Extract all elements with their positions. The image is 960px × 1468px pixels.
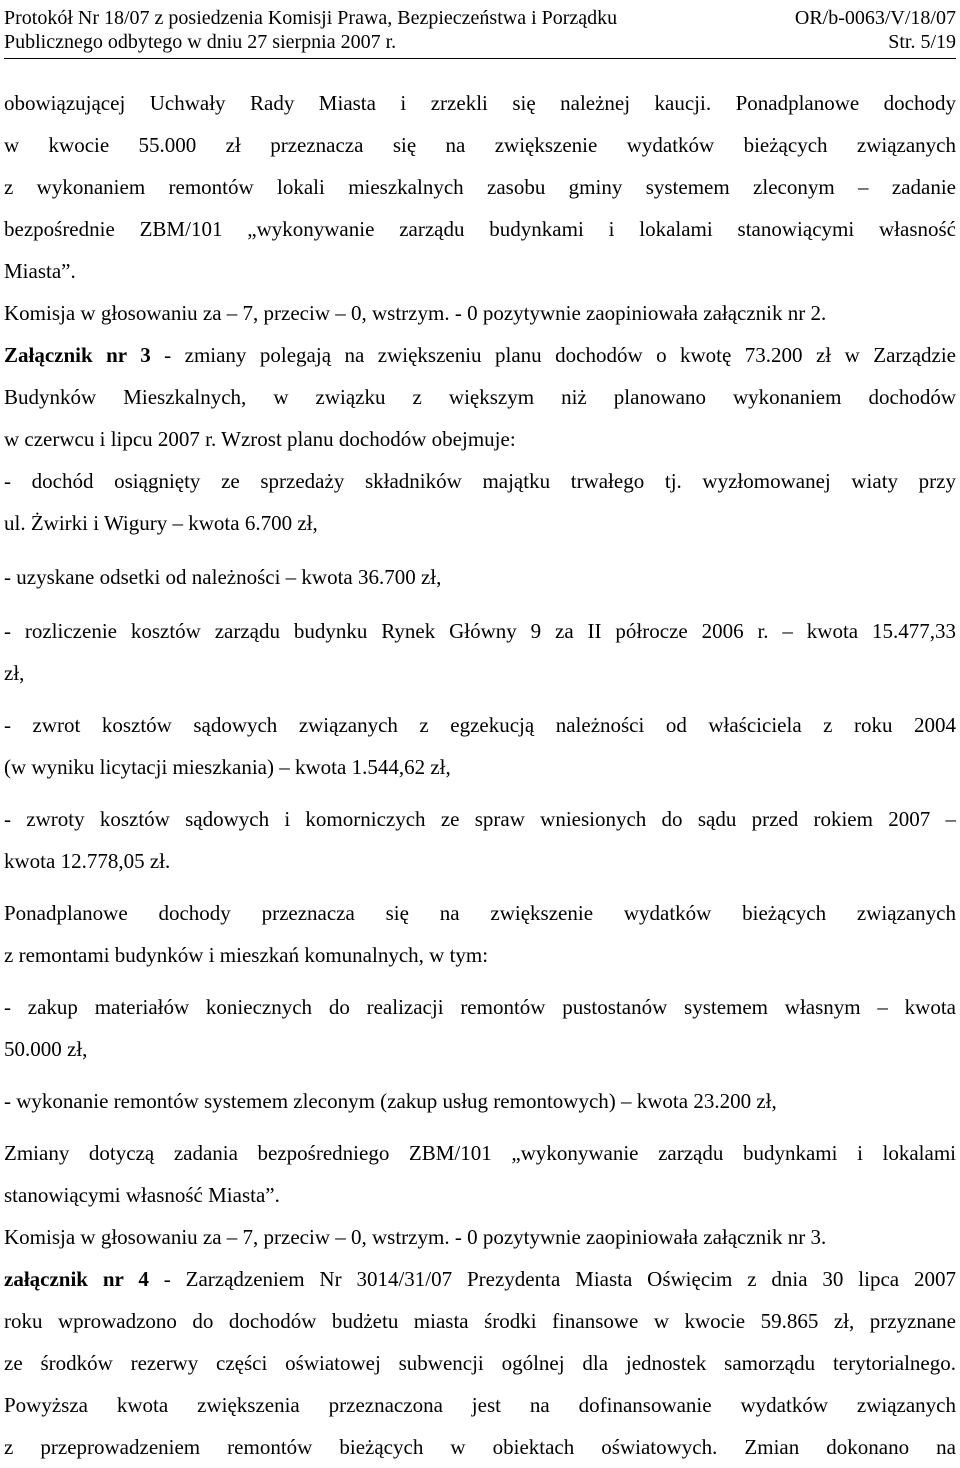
- page-header: [4, 6, 956, 59]
- text-line: Budynków Mieszkalnych, w związku z większym niż planowano wykonaniem dochodów: [4, 385, 956, 409]
- text-line: kwota 12.778,05 zł.: [4, 849, 171, 873]
- annex-3-heading-line: [4, 334, 956, 376]
- text-line: obowiązującej Uchwały Rady Miasta i zrzekli się należnej kaucji. Ponadplanowe dochody: [4, 91, 956, 115]
- list-item: - dochód osiągnięty ze sprzedaży składników majątku trwałego tj. wyzłomowanej wiaty przy: [4, 469, 956, 493]
- text-line: roku wprowadzono do dochodów budżetu miasta środki finansowe w kwocie 59.865 zł, przyznane: [4, 1309, 956, 1333]
- annex-4-label: załącznik nr 4: [4, 1267, 149, 1291]
- header-row-2: [4, 30, 956, 54]
- list-item: - uzyskane odsetki od należności – kwota 36.700 zł,: [4, 565, 442, 589]
- header-doc-ref: OR/b-0063/V/18/07: [794, 7, 956, 29]
- text-line: Ponadplanowe dochody przeznacza się na zwiększenie wydatków bieżących związanych: [4, 901, 956, 925]
- text-line: bezpośrednie ZBM/101 „wykonywanie zarządu budynkami i lokalami stanowiącymi własność: [4, 217, 956, 241]
- text-line: 50.000 zł,: [4, 1037, 88, 1061]
- text-line: ze środków rezerwy części oświatowej subwencji ogólnej dla jednostek samorządu terytorialnego.: [4, 1351, 956, 1375]
- text-line: z wykonaniem remontów lokali mieszkalnych zasobu gminy systemem zleconym – zadanie: [4, 175, 956, 199]
- text-line: Zmiany dotyczą zadania bezpośredniego ZBM/101 „wykonywanie zarządu budynkami i lokalami: [4, 1141, 956, 1165]
- text-line: stanowiącymi własność Miasta”.: [4, 1183, 280, 1207]
- text-line: ul. Żwirki i Wigury – kwota 6.700 zł,: [4, 511, 318, 535]
- annex-3-text: - zmiany polegają na zwiększeniu planu dochodów o kwotę 73.200 zł w Zarządzie: [150, 343, 956, 367]
- header-page-number: Str. 5/19: [888, 31, 956, 53]
- text-line: Komisja w głosowaniu za – 7, przeciw – 0, wstrzym. - 0 pozytywnie zaopiniowała załącznik nr 3.: [4, 1225, 827, 1249]
- text-line: zł,: [4, 661, 25, 685]
- header-row-1: [4, 6, 956, 30]
- document-body: [4, 82, 956, 1468]
- header-title-line2: Publicznego odbytego w dniu 27 sierpnia 2007 r.: [4, 31, 397, 53]
- header-title-line1: Protokół Nr 18/07 z posiedzenia Komisji Prawa, Bezpieczeństwa i Porządku: [4, 7, 618, 29]
- text-line: w czerwcu i lipcu 2007 r. Wzrost planu dochodów obejmuje:: [4, 427, 516, 451]
- text-line: z remontami budynków i mieszkań komunalnych, w tym:: [4, 943, 489, 967]
- text-line: Miasta”.: [4, 259, 76, 283]
- text-line: Komisja w głosowaniu za – 7, przeciw – 0, wstrzym. - 0 pozytywnie zaopiniowała załącznik nr 2.: [4, 301, 827, 325]
- text-line: w kwocie 55.000 zł przeznacza się na zwiększenie wydatków bieżących związanych: [4, 133, 956, 157]
- annex-3-label: Załącznik nr 3: [4, 343, 151, 367]
- list-item: - rozliczenie kosztów zarządu budynku Rynek Główny 9 za II półrocze 2006 r. – kwota 15.477,33: [4, 619, 956, 643]
- annex-4-heading-line: [4, 1258, 956, 1300]
- list-item: - wykonanie remontów systemem zleconym (zakup usług remontowych) – kwota 23.200 zł,: [4, 1089, 777, 1113]
- annex-4-text: - Zarządzeniem Nr 3014/31/07 Prezydenta Miasta Oświęcim z dnia 30 lipca 2007: [148, 1267, 956, 1291]
- list-item: - zwrot kosztów sądowych związanych z egzekucją należności od właściciela z roku 2004: [4, 713, 956, 737]
- list-item: - zwroty kosztów sądowych i komorniczych ze spraw wniesionych do sądu przed rokiem 2007 –: [4, 807, 956, 831]
- text-line: Powyższa kwota zwiększenia przeznaczona jest na dofinansowanie wydatków związanych: [4, 1393, 956, 1417]
- text-line: (w wyniku licytacji mieszkania) – kwota 1.544,62 zł,: [4, 755, 451, 779]
- text-line: z przeprowadzeniem remontów bieżących w obiektach oświatowych. Zmian dokonano na: [4, 1435, 956, 1459]
- list-item: - zakup materiałów koniecznych do realizacji remontów pustostanów systemem własnym – kwota: [4, 995, 956, 1019]
